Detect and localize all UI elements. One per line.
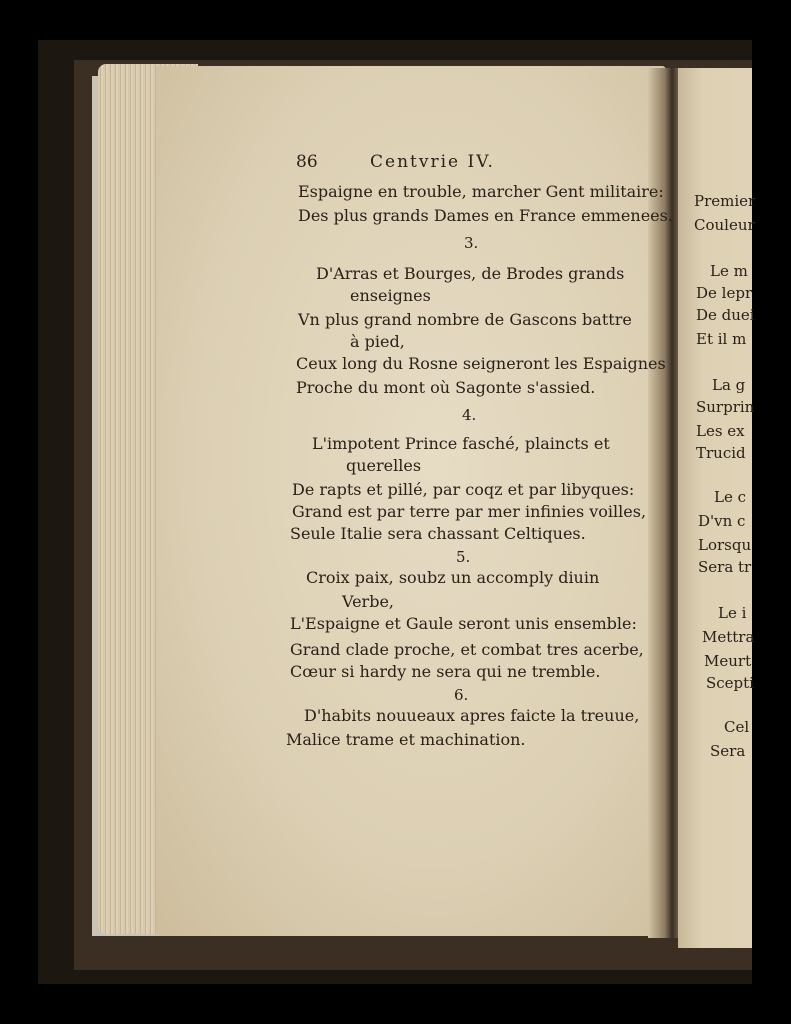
verse-line: enseignes <box>350 286 431 305</box>
verse-line: De rapts et pillé, par coqz et par libyques: <box>292 480 635 499</box>
right-page-fragment: Le m <box>710 262 748 280</box>
verse-line: Proche du mont où Sagonte s'assied. <box>296 378 596 397</box>
right-page-fragment: Le i <box>718 604 747 622</box>
verse-line: à pied, <box>350 332 405 351</box>
verse-line: Cœur si hardy ne sera qui ne tremble. <box>290 662 601 681</box>
right-page-fragment: Trucid <box>696 444 746 462</box>
verse-line: Grand clade proche, et combat tres acerbe, <box>290 640 644 659</box>
verse-line: Des plus grands Dames en France emmenees. <box>298 206 673 225</box>
quatrain-number: 5. <box>456 548 471 566</box>
verse-line: D'Arras et Bourges, de Brodes grands <box>316 264 625 283</box>
page-number: 86 <box>296 152 318 172</box>
right-page-fragment: Cel <box>724 718 750 736</box>
right-page-fragment: Scepti <box>706 674 754 692</box>
right-page-fragment: De lepr <box>696 284 753 302</box>
verse-line: L'impotent Prince fasché, plaincts et <box>312 434 610 453</box>
right-page-fragment: Et il m <box>696 330 747 348</box>
right-page-fragment: Lorsqu <box>698 536 752 554</box>
right-page-fragment: Sera tr <box>698 558 752 576</box>
verse-line: Croix paix, soubz un accomply diuin <box>306 568 600 587</box>
right-page-fragment: D'vn c <box>698 512 746 530</box>
running-head: Centvrie IV. <box>370 152 495 172</box>
right-page-fragment: Surprin <box>696 398 755 416</box>
right-page-fragment: De duei <box>696 306 755 324</box>
right-page-fragment: Couleur <box>694 216 755 234</box>
quatrain-number: 3. <box>464 234 479 252</box>
right-page-fragment: Les ex <box>696 422 745 440</box>
verse-line: Espaigne en trouble, marcher Gent militaire: <box>298 182 664 201</box>
verse-line: Verbe, <box>342 592 394 611</box>
right-page-fragment: Le c <box>714 488 747 506</box>
quatrain-number: 6. <box>454 686 469 704</box>
verse-line: D'habits nouueaux apres faicte la treuue, <box>304 706 640 725</box>
verse-line: querelles <box>346 456 422 475</box>
right-page-fragment: La g <box>712 376 746 394</box>
right-page-fragment: Sera <box>710 742 746 760</box>
verse-line: Ceux long du Rosne seigneront les Espaignes <box>296 354 666 373</box>
verse-line: Malice trame et machination. <box>286 730 526 749</box>
right-page-fragment: Meurt <box>704 652 752 670</box>
right-page-fragment: Premier <box>694 192 756 210</box>
verse-line: Seule Italie sera chassant Celtiques. <box>290 524 586 543</box>
verse-line: L'Espaigne et Gaule seront unis ensemble: <box>290 614 637 633</box>
verse-line: Grand est par terre par mer infinies voilles, <box>292 502 647 521</box>
verse-line: Vn plus grand nombre de Gascons battre <box>298 310 632 329</box>
quatrain-number: 4. <box>462 406 477 424</box>
right-page-fragment: Mettra <box>702 628 755 646</box>
